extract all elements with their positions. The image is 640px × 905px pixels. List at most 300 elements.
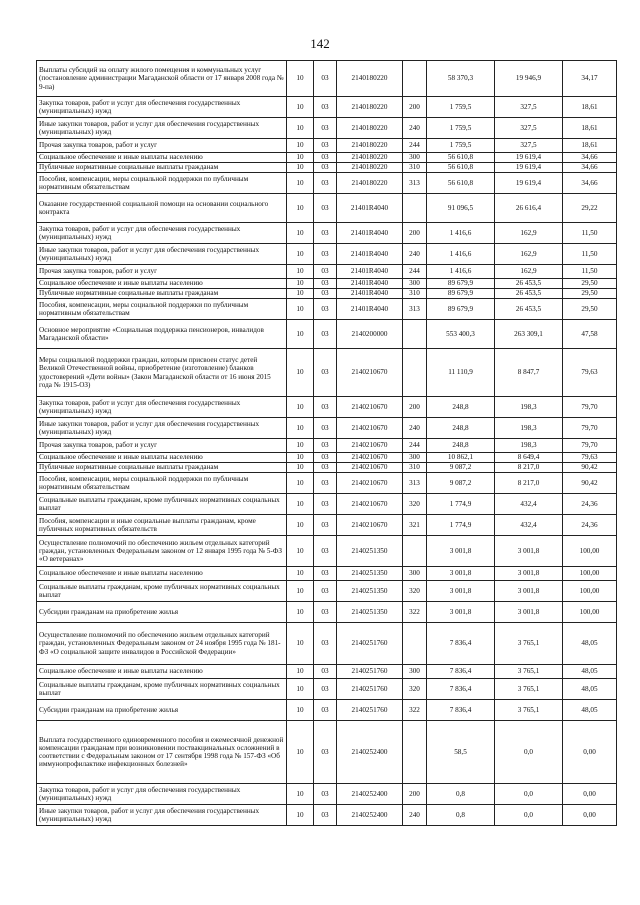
row-section: 10 [287, 61, 314, 97]
row-subsection: 03 [314, 61, 337, 97]
row-expense-type: 240 [403, 244, 427, 265]
row-section: 10 [287, 320, 314, 349]
row-expense-type: 240 [403, 418, 427, 439]
row-percent-executed: 79,70 [563, 397, 617, 418]
row-percent-executed: 0,00 [563, 721, 617, 784]
row-target-code: 2140210670 [337, 515, 403, 536]
row-expense-type: 322 [403, 700, 427, 721]
row-section: 10 [287, 299, 314, 320]
row-target-code: 2140210670 [337, 439, 403, 453]
row-actual-amount: 8 847,7 [495, 349, 563, 397]
table-row [37, 223, 617, 244]
row-target-code: 2140210670 [337, 494, 403, 515]
row-percent-executed: 34,66 [563, 153, 617, 163]
row-description: Оказание государственной социальной помощи на основании социального контракта [37, 194, 287, 223]
row-planned-amount: 56 610,8 [427, 153, 495, 163]
row-subsection: 03 [314, 289, 337, 299]
row-expense-type: 300 [403, 453, 427, 463]
row-actual-amount: 432,4 [495, 494, 563, 515]
row-actual-amount: 3 001,8 [495, 536, 563, 567]
row-subsection: 03 [314, 581, 337, 602]
row-description: Публичные нормативные социальные выплаты гражданам [37, 163, 287, 173]
table-row [37, 97, 617, 118]
row-actual-amount: 3 001,8 [495, 567, 563, 581]
row-target-code: 2140251350 [337, 581, 403, 602]
row-description: Социальные выплаты гражданам, кроме публичных нормативных социальных выплат [37, 494, 287, 515]
row-percent-executed: 79,70 [563, 439, 617, 453]
row-target-code: 21401R4040 [337, 194, 403, 223]
row-percent-executed: 100,00 [563, 536, 617, 567]
row-section: 10 [287, 721, 314, 784]
row-actual-amount: 198,3 [495, 418, 563, 439]
row-subsection: 03 [314, 515, 337, 536]
row-percent-executed: 11,50 [563, 223, 617, 244]
row-section: 10 [287, 349, 314, 397]
table-row [37, 784, 617, 805]
row-target-code: 2140251760 [337, 665, 403, 679]
row-target-code: 2140251350 [337, 602, 403, 623]
row-target-code: 2140180220 [337, 97, 403, 118]
row-planned-amount: 7 836,4 [427, 700, 495, 721]
row-target-code: 2140180220 [337, 118, 403, 139]
row-target-code: 21401R4040 [337, 279, 403, 289]
row-expense-type [403, 349, 427, 397]
row-target-code: 21401R4040 [337, 299, 403, 320]
row-planned-amount: 7 836,4 [427, 665, 495, 679]
table-row [37, 397, 617, 418]
row-subsection: 03 [314, 139, 337, 153]
row-planned-amount: 3 001,8 [427, 536, 495, 567]
row-percent-executed: 48,05 [563, 700, 617, 721]
row-section: 10 [287, 418, 314, 439]
row-description: Социальное обеспечение и иные выплаты населению [37, 279, 287, 289]
row-actual-amount: 3 765,1 [495, 623, 563, 665]
row-subsection: 03 [314, 721, 337, 784]
row-description: Пособия, компенсации, меры социальной поддержки по публичным нормативным обязательствам [37, 473, 287, 494]
table-row [37, 265, 617, 279]
row-planned-amount: 248,8 [427, 439, 495, 453]
row-description: Субсидии гражданам на приобретение жилья [37, 700, 287, 721]
row-percent-executed: 11,50 [563, 244, 617, 265]
row-section: 10 [287, 453, 314, 463]
row-percent-executed: 11,50 [563, 265, 617, 279]
row-percent-executed: 79,63 [563, 453, 617, 463]
row-actual-amount: 19 946,9 [495, 61, 563, 97]
row-subsection: 03 [314, 536, 337, 567]
row-description: Осуществление полномочий по обеспечению жильем отдельных категорий граждан, установленных Федеральным законом от 24 ноября 1995 года № 181-ФЗ «О социальной защите инвалидов в Российской Федерации» [37, 623, 287, 665]
table-row [37, 665, 617, 679]
row-expense-type [403, 320, 427, 349]
row-target-code: 2140252400 [337, 805, 403, 826]
row-description: Пособия, компенсации и иные социальные выплаты гражданам, кроме публичных нормативных обязательств [37, 515, 287, 536]
row-expense-type [403, 194, 427, 223]
table-row [37, 299, 617, 320]
row-actual-amount: 327,5 [495, 118, 563, 139]
table-row [37, 320, 617, 349]
row-planned-amount: 248,8 [427, 418, 495, 439]
row-actual-amount: 263 309,1 [495, 320, 563, 349]
row-target-code: 2140210670 [337, 418, 403, 439]
row-expense-type: 300 [403, 665, 427, 679]
row-actual-amount: 162,9 [495, 223, 563, 244]
row-planned-amount: 1 416,6 [427, 265, 495, 279]
row-description: Закупка товаров, работ и услуг для обеспечения государственных (муниципальных) нужд [37, 784, 287, 805]
table-row [37, 453, 617, 463]
row-section: 10 [287, 784, 314, 805]
row-description: Иные закупки товаров, работ и услуг для обеспечения государственных (муниципальных) нужд [37, 418, 287, 439]
row-section: 10 [287, 623, 314, 665]
row-actual-amount: 162,9 [495, 244, 563, 265]
row-actual-amount: 26 616,4 [495, 194, 563, 223]
row-section: 10 [287, 194, 314, 223]
table-row [37, 153, 617, 163]
row-section: 10 [287, 289, 314, 299]
row-description: Выплата государственного единовременного пособия и ежемесячной денежной компенсации гражданам при возникновении поствакцинальных осложнений в соответствии с Федеральным законом от 17 сентября 1998 года № 157-ФЗ «Об иммунопрофилактике инфекционных болезней» [37, 721, 287, 784]
row-section: 10 [287, 223, 314, 244]
row-planned-amount: 1 759,5 [427, 97, 495, 118]
row-section: 10 [287, 515, 314, 536]
row-expense-type: 244 [403, 265, 427, 279]
row-description: Основное мероприятие «Социальная поддержка пенсионеров, инвалидов Магаданской области» [37, 320, 287, 349]
row-planned-amount: 7 836,4 [427, 679, 495, 700]
row-section: 10 [287, 439, 314, 453]
row-target-code: 2140251760 [337, 700, 403, 721]
row-percent-executed: 18,61 [563, 139, 617, 153]
table-row [37, 463, 617, 473]
row-description: Иные закупки товаров, работ и услуг для обеспечения государственных (муниципальных) нужд [37, 244, 287, 265]
table-row [37, 279, 617, 289]
row-expense-type: 320 [403, 581, 427, 602]
row-target-code: 2140251760 [337, 679, 403, 700]
row-section: 10 [287, 265, 314, 279]
row-actual-amount: 3 765,1 [495, 679, 563, 700]
row-planned-amount: 10 862,1 [427, 453, 495, 463]
row-subsection: 03 [314, 320, 337, 349]
row-subsection: 03 [314, 223, 337, 244]
table-row [37, 418, 617, 439]
row-expense-type: 310 [403, 289, 427, 299]
row-actual-amount: 3 765,1 [495, 700, 563, 721]
row-subsection: 03 [314, 453, 337, 463]
row-planned-amount: 91 096,5 [427, 194, 495, 223]
row-description: Закупка товаров, работ и услуг для обеспечения государственных (муниципальных) нужд [37, 397, 287, 418]
table-row [37, 494, 617, 515]
row-description: Иные закупки товаров, работ и услуг для обеспечения государственных (муниципальных) нужд [37, 805, 287, 826]
row-subsection: 03 [314, 265, 337, 279]
row-target-code: 2140180220 [337, 153, 403, 163]
row-subsection: 03 [314, 173, 337, 194]
row-subsection: 03 [314, 163, 337, 173]
row-expense-type: 321 [403, 515, 427, 536]
row-target-code: 2140180220 [337, 173, 403, 194]
row-actual-amount: 19 619,4 [495, 153, 563, 163]
row-description: Прочая закупка товаров, работ и услуг [37, 439, 287, 453]
table-row [37, 536, 617, 567]
row-subsection: 03 [314, 665, 337, 679]
row-actual-amount: 3 765,1 [495, 665, 563, 679]
table-row [37, 602, 617, 623]
row-target-code: 2140180220 [337, 61, 403, 97]
row-actual-amount: 198,3 [495, 439, 563, 453]
row-section: 10 [287, 118, 314, 139]
budget-table-body [37, 61, 617, 826]
table-row [37, 581, 617, 602]
row-subsection: 03 [314, 679, 337, 700]
row-description: Пособия, компенсации, меры социальной поддержки по публичным нормативным обязательствам [37, 173, 287, 194]
table-row [37, 567, 617, 581]
row-expense-type: 320 [403, 679, 427, 700]
row-planned-amount: 553 400,3 [427, 320, 495, 349]
row-planned-amount: 58 370,3 [427, 61, 495, 97]
table-row [37, 118, 617, 139]
row-actual-amount: 26 453,5 [495, 299, 563, 320]
row-percent-executed: 34,66 [563, 163, 617, 173]
row-percent-executed: 90,42 [563, 463, 617, 473]
row-percent-executed: 29,50 [563, 299, 617, 320]
row-target-code: 21401R4040 [337, 265, 403, 279]
row-planned-amount: 58,5 [427, 721, 495, 784]
row-subsection: 03 [314, 299, 337, 320]
row-percent-executed: 18,61 [563, 97, 617, 118]
table-row [37, 173, 617, 194]
row-subsection: 03 [314, 784, 337, 805]
row-percent-executed: 29,22 [563, 194, 617, 223]
row-actual-amount: 0,0 [495, 805, 563, 826]
row-description: Закупка товаров, работ и услуг для обеспечения государственных (муниципальных) нужд [37, 97, 287, 118]
budget-table [36, 60, 617, 826]
row-actual-amount: 8 649,4 [495, 453, 563, 463]
row-percent-executed: 79,70 [563, 418, 617, 439]
row-planned-amount: 9 087,2 [427, 463, 495, 473]
row-planned-amount: 3 001,8 [427, 581, 495, 602]
row-subsection: 03 [314, 439, 337, 453]
row-percent-executed: 18,61 [563, 118, 617, 139]
row-planned-amount: 56 610,8 [427, 163, 495, 173]
row-section: 10 [287, 397, 314, 418]
row-actual-amount: 198,3 [495, 397, 563, 418]
row-subsection: 03 [314, 463, 337, 473]
row-actual-amount: 8 217,0 [495, 463, 563, 473]
row-expense-type: 200 [403, 223, 427, 244]
row-planned-amount: 0,8 [427, 805, 495, 826]
row-planned-amount: 9 087,2 [427, 473, 495, 494]
row-description: Социальные выплаты гражданам, кроме публичных нормативных социальных выплат [37, 679, 287, 700]
row-percent-executed: 24,36 [563, 494, 617, 515]
row-subsection: 03 [314, 602, 337, 623]
row-planned-amount: 3 001,8 [427, 567, 495, 581]
row-target-code: 2140210670 [337, 453, 403, 463]
row-expense-type: 300 [403, 567, 427, 581]
row-section: 10 [287, 463, 314, 473]
row-subsection: 03 [314, 567, 337, 581]
row-planned-amount: 1 774,9 [427, 494, 495, 515]
row-subsection: 03 [314, 244, 337, 265]
row-planned-amount: 1 759,5 [427, 118, 495, 139]
row-actual-amount: 3 001,8 [495, 602, 563, 623]
row-planned-amount: 1 416,6 [427, 244, 495, 265]
row-target-code: 2140251350 [337, 536, 403, 567]
row-expense-type [403, 623, 427, 665]
row-expense-type: 313 [403, 299, 427, 320]
row-target-code: 21401R4040 [337, 244, 403, 265]
row-percent-executed: 0,00 [563, 784, 617, 805]
row-planned-amount: 89 679,9 [427, 289, 495, 299]
row-expense-type [403, 536, 427, 567]
table-row [37, 349, 617, 397]
row-description: Выплаты субсидий на оплату жилого помещения и коммунальных услуг (постановление администрации Магаданской области от 17 января 2008 года № 9-па) [37, 61, 287, 97]
row-target-code: 2140251760 [337, 623, 403, 665]
row-actual-amount: 0,0 [495, 721, 563, 784]
row-subsection: 03 [314, 349, 337, 397]
row-subsection: 03 [314, 494, 337, 515]
row-actual-amount: 26 453,5 [495, 279, 563, 289]
row-planned-amount: 1 759,5 [427, 139, 495, 153]
row-expense-type: 320 [403, 494, 427, 515]
row-target-code: 2140180220 [337, 163, 403, 173]
row-description: Меры социальной поддержки граждан, которым присвоен статус детей Великой Отечественной войны, приобретение (изготовление) бланков удостоверений «Дети войны» (Закон Магаданской области от 16 июня 2015 года № 1915-ОЗ) [37, 349, 287, 397]
row-percent-executed: 90,42 [563, 473, 617, 494]
row-subsection: 03 [314, 700, 337, 721]
row-target-code: 2140251350 [337, 567, 403, 581]
row-expense-type: 244 [403, 139, 427, 153]
row-actual-amount: 327,5 [495, 139, 563, 153]
row-description: Прочая закупка товаров, работ и услуг [37, 265, 287, 279]
row-actual-amount: 19 619,4 [495, 173, 563, 194]
table-row [37, 163, 617, 173]
row-description: Социальное обеспечение и иные выплаты населению [37, 453, 287, 463]
row-percent-executed: 34,17 [563, 61, 617, 97]
row-section: 10 [287, 602, 314, 623]
row-section: 10 [287, 665, 314, 679]
row-planned-amount: 1 774,9 [427, 515, 495, 536]
row-section: 10 [287, 244, 314, 265]
row-planned-amount: 56 610,8 [427, 173, 495, 194]
row-actual-amount: 26 453,5 [495, 289, 563, 299]
row-expense-type: 244 [403, 439, 427, 453]
row-description: Прочая закупка товаров, работ и услуг [37, 139, 287, 153]
row-planned-amount: 89 679,9 [427, 299, 495, 320]
row-planned-amount: 248,8 [427, 397, 495, 418]
row-target-code: 2140252400 [337, 721, 403, 784]
row-description: Публичные нормативные социальные выплаты гражданам [37, 463, 287, 473]
row-actual-amount: 327,5 [495, 97, 563, 118]
row-planned-amount: 1 416,6 [427, 223, 495, 244]
row-target-code: 2140180220 [337, 139, 403, 153]
row-section: 10 [287, 173, 314, 194]
row-actual-amount: 3 001,8 [495, 581, 563, 602]
table-row [37, 61, 617, 97]
row-actual-amount: 19 619,4 [495, 163, 563, 173]
table-row [37, 194, 617, 223]
row-section: 10 [287, 567, 314, 581]
row-target-code: 2140210670 [337, 463, 403, 473]
row-subsection: 03 [314, 194, 337, 223]
row-section: 10 [287, 494, 314, 515]
row-percent-executed: 29,50 [563, 279, 617, 289]
row-section: 10 [287, 163, 314, 173]
table-row [37, 473, 617, 494]
table-row [37, 805, 617, 826]
row-percent-executed: 24,36 [563, 515, 617, 536]
row-expense-type [403, 61, 427, 97]
row-percent-executed: 79,63 [563, 349, 617, 397]
row-expense-type: 322 [403, 602, 427, 623]
row-percent-executed: 48,05 [563, 623, 617, 665]
row-subsection: 03 [314, 418, 337, 439]
row-description: Осуществление полномочий по обеспечению жильем отдельных категорий граждан, установленных Федеральным законом от 12 января 1995 года № 5-ФЗ «О ветеранах» [37, 536, 287, 567]
row-expense-type: 313 [403, 173, 427, 194]
row-percent-executed: 100,00 [563, 581, 617, 602]
row-planned-amount: 7 836,4 [427, 623, 495, 665]
row-target-code: 2140210670 [337, 349, 403, 397]
table-row [37, 139, 617, 153]
table-row [37, 439, 617, 453]
row-actual-amount: 8 217,0 [495, 473, 563, 494]
table-row [37, 244, 617, 265]
row-planned-amount: 0,8 [427, 784, 495, 805]
row-target-code: 2140200000 [337, 320, 403, 349]
row-subsection: 03 [314, 97, 337, 118]
row-actual-amount: 432,4 [495, 515, 563, 536]
table-row [37, 289, 617, 299]
row-target-code: 21401R4040 [337, 223, 403, 244]
table-row [37, 700, 617, 721]
row-percent-executed: 34,66 [563, 173, 617, 194]
row-subsection: 03 [314, 805, 337, 826]
row-percent-executed: 48,05 [563, 665, 617, 679]
row-section: 10 [287, 473, 314, 494]
row-expense-type: 200 [403, 97, 427, 118]
row-expense-type: 200 [403, 397, 427, 418]
row-description: Субсидии гражданам на приобретение жилья [37, 602, 287, 623]
row-subsection: 03 [314, 118, 337, 139]
row-expense-type: 300 [403, 153, 427, 163]
table-row [37, 679, 617, 700]
row-percent-executed: 0,00 [563, 805, 617, 826]
row-description: Социальное обеспечение и иные выплаты населению [37, 665, 287, 679]
row-section: 10 [287, 700, 314, 721]
row-description: Социальные выплаты гражданам, кроме публичных нормативных социальных выплат [37, 581, 287, 602]
row-percent-executed: 48,05 [563, 679, 617, 700]
row-actual-amount: 162,9 [495, 265, 563, 279]
row-subsection: 03 [314, 623, 337, 665]
table-row [37, 623, 617, 665]
row-target-code: 2140210670 [337, 397, 403, 418]
row-description: Иные закупки товаров, работ и услуг для обеспечения государственных (муниципальных) нужд [37, 118, 287, 139]
row-expense-type: 300 [403, 279, 427, 289]
row-planned-amount: 11 110,9 [427, 349, 495, 397]
row-description: Публичные нормативные социальные выплаты гражданам [37, 289, 287, 299]
row-subsection: 03 [314, 473, 337, 494]
row-subsection: 03 [314, 397, 337, 418]
row-target-code: 2140210670 [337, 473, 403, 494]
row-description: Социальное обеспечение и иные выплаты населению [37, 567, 287, 581]
row-subsection: 03 [314, 153, 337, 163]
row-percent-executed: 100,00 [563, 602, 617, 623]
row-percent-executed: 47,58 [563, 320, 617, 349]
row-description: Пособия, компенсации, меры социальной поддержки по публичным нормативным обязательствам [37, 299, 287, 320]
row-percent-executed: 29,50 [563, 289, 617, 299]
row-expense-type: 240 [403, 805, 427, 826]
row-section: 10 [287, 581, 314, 602]
row-section: 10 [287, 679, 314, 700]
row-expense-type: 310 [403, 463, 427, 473]
table-row [37, 515, 617, 536]
row-expense-type: 310 [403, 163, 427, 173]
row-expense-type: 200 [403, 784, 427, 805]
row-section: 10 [287, 97, 314, 118]
row-expense-type: 240 [403, 118, 427, 139]
